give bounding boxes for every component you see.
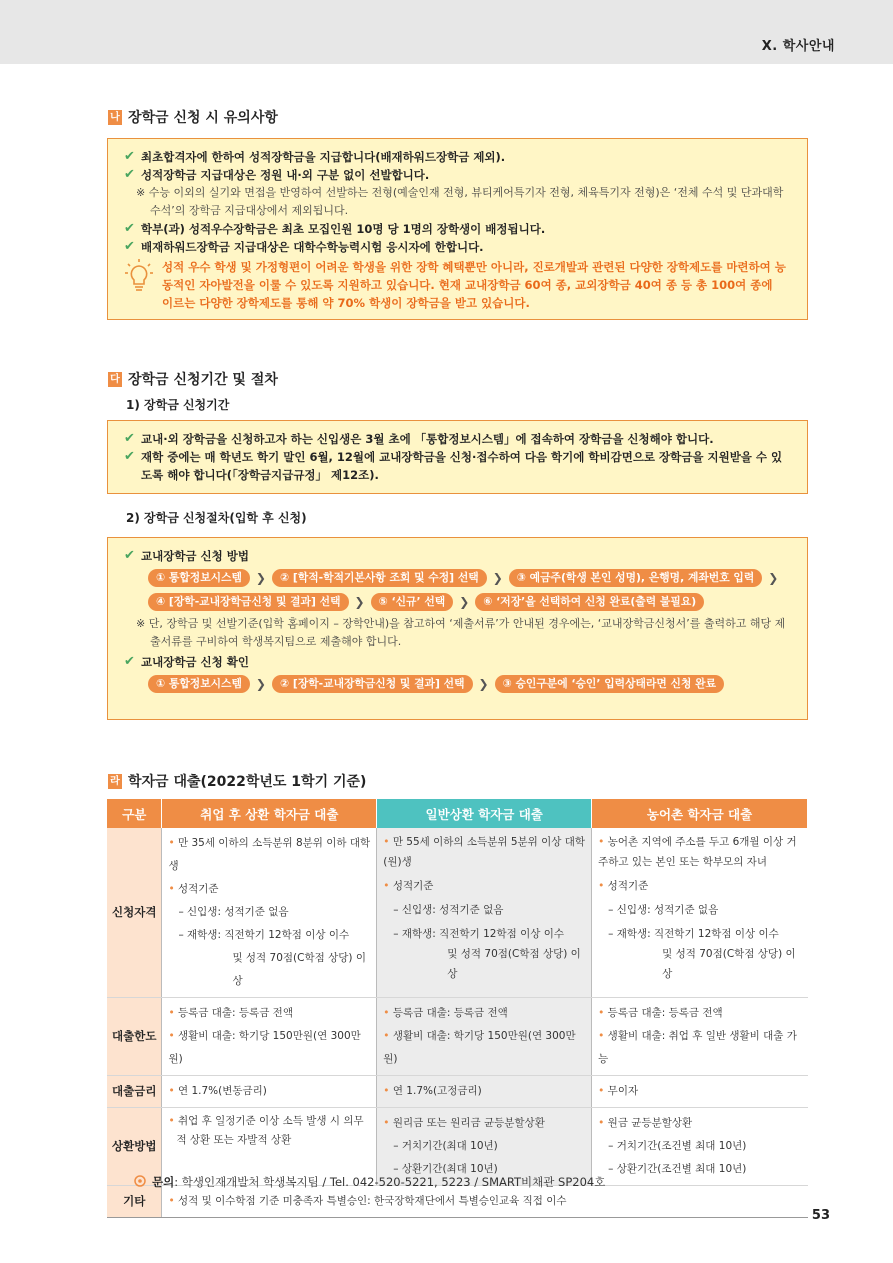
contact-footer bbox=[133, 1174, 605, 1190]
chevron-right-icon: ❯ bbox=[354, 595, 365, 609]
chevron-right-icon: ❯ bbox=[492, 571, 503, 585]
table-cell: • 등록금 대출: 등록금 전액 • 생활비 대출: 학기당 150만원(연 300만원) bbox=[377, 998, 592, 1076]
step-pill: ① 통합정보시스템 bbox=[148, 675, 250, 693]
table-cell: • 취업 후 일정기준 이상 소득 발생 시 의무적 상환 또는 자발적 상환 bbox=[162, 1108, 377, 1186]
top-bar bbox=[0, 0, 893, 64]
contact-text: : 학생인재개발처 학생복지팀 / Tel. 042-520-5221, 5223 / SMART비채관 SP204호 bbox=[174, 1175, 606, 1189]
section-tag: 라 bbox=[108, 774, 122, 789]
method-flow-row2 bbox=[124, 593, 793, 611]
table-row bbox=[107, 998, 808, 1076]
row-label: 대출금리 bbox=[107, 1076, 162, 1108]
header-cell: 농어촌 학자금 대출 bbox=[592, 799, 808, 828]
chevron-right-icon: ❯ bbox=[768, 571, 779, 585]
section-na-title bbox=[108, 107, 278, 127]
lightbulb-icon bbox=[124, 258, 154, 294]
highlight-text: 성적 우수 학생 및 가정형편이 어려운 학생을 위한 장학 혜택뿐만 아니라, 진로개발과 관련된 다양한 장학제도를 마련하여 능동적인 자아발전을 이룰 수 있도록 지원하고 있습니다. 현재 교내장학금 60여 종, 교외장학금 40여 종 등 총 100여 종에 이르는 다양한 장학제도를 통해 약 70% 학생이 장학금을 받고 있습니다. bbox=[162, 260, 786, 310]
section-tag: 다 bbox=[108, 372, 122, 387]
check-icon: ✔ bbox=[124, 431, 135, 446]
check-item: ✔ 재학 중에는 매 학년도 학기 말인 6월, 12월에 교내장학금을 신청·접수하여 다음 학기에 학비감면으로 장학금을 지원받을 수 있도록 해야 합니다(「장학금지급규정」 제12조). bbox=[124, 449, 783, 482]
check-item: ✔ 성적장학금 지급대상은 정원 내·외 구분 없이 선발합니다. bbox=[124, 167, 430, 182]
step-pill: ⑥ ‘저장’을 선택하여 신청 완료(출력 불필요) bbox=[475, 593, 704, 611]
highlight-block bbox=[124, 258, 787, 312]
section-ra-title bbox=[108, 771, 366, 791]
note-text: ※ 수능 이외의 실기와 면접을 반영하여 선발하는 전형(예술인재 전형, 뷰티케어특기자 전형, 체육특기자 전형)은 ‘전체 수석 및 단과대학 수석’의 장학금 지급대상에서 제외됩니다. bbox=[136, 186, 784, 217]
section-da-title bbox=[108, 369, 278, 389]
step-pill: ⑤ ‘신규’ 선택 bbox=[371, 593, 454, 611]
note-text: ※ 단, 장학금 및 선발기준(입학 홈페이지 – 장학안내)을 참고하여 ‘제출서류’가 안내된 경우에는, ‘교내장학금신청서’를 출력하고 해당 제출서류를 구비하여 학생복지팀으로 제출해야 합니다. bbox=[136, 617, 786, 648]
row-label: 신청자격 bbox=[107, 828, 162, 998]
section-heading: 학자금 대출(2022학년도 1학기 기준) bbox=[128, 774, 367, 790]
check-item: ✔ 배재하워드장학금 지급대상은 대학수학능력시험 응시자에 한합니다. bbox=[124, 239, 484, 254]
header-cell: 취업 후 상환 학자금 대출 bbox=[162, 799, 377, 828]
check-icon: ✔ bbox=[124, 449, 135, 464]
section-heading: 장학금 신청 시 유의사항 bbox=[128, 110, 278, 126]
section-heading: 장학금 신청기간 및 절차 bbox=[128, 372, 278, 388]
table-row bbox=[107, 1076, 808, 1108]
contact-label: 문의 bbox=[152, 1175, 175, 1189]
step-pill: ① 통합정보시스템 bbox=[148, 569, 250, 587]
table-row bbox=[107, 828, 808, 998]
chevron-right-icon: ❯ bbox=[478, 677, 489, 691]
section-tag: 나 bbox=[108, 110, 122, 125]
step-pill: ③ 승인구분에 ‘승인’ 입력상태라면 신청 완료 bbox=[495, 675, 724, 693]
procedure-box bbox=[107, 537, 808, 720]
table-header-row bbox=[107, 799, 808, 828]
check-icon: ✔ bbox=[124, 548, 135, 563]
page-number: 53 bbox=[811, 1208, 830, 1223]
chevron-right-icon: ❯ bbox=[255, 571, 266, 585]
method-flow-row1 bbox=[124, 569, 793, 587]
check-icon: ✔ bbox=[124, 221, 135, 236]
check-item: ✔ 교내장학금 신청 방법 bbox=[124, 548, 249, 563]
step-pill: ② [학적-학적기본사항 조회 및 수정] 선택 bbox=[272, 569, 487, 587]
table-cell: • 농어촌 지역에 주소를 두고 6개월 이상 거주하고 있는 본인 또는 학부모의 자녀 • 성적기준 – 신입생: 성적기준 없음 – 재학생: 직전학기 12학점 이상 이수 및 성적 70점(C학점 상당) 이상 bbox=[592, 828, 808, 998]
subsection-procedure-title: 2) 장학금 신청절차(입학 후 신청) bbox=[126, 511, 307, 525]
row-label: 대출한도 bbox=[107, 998, 162, 1076]
check-icon: ✔ bbox=[124, 239, 135, 254]
notice-box bbox=[107, 138, 808, 320]
table-cell: • 등록금 대출: 등록금 전액 • 생활비 대출: 학기당 150만원(연 300만원) bbox=[162, 998, 377, 1076]
chevron-right-icon: ❯ bbox=[459, 595, 470, 609]
check-icon: ✔ bbox=[124, 654, 135, 669]
loan-table bbox=[107, 799, 808, 1218]
row-label: 상환방법 bbox=[107, 1108, 162, 1186]
subsection-period-title: 1) 장학금 신청기간 bbox=[126, 398, 230, 412]
table-cell: • 무이자 bbox=[592, 1076, 808, 1108]
step-pill: ④ [장학-교내장학금신청 및 결과] 선택 bbox=[148, 593, 349, 611]
chevron-right-icon: ❯ bbox=[255, 677, 266, 691]
header-cell: 일반상환 학자금 대출 bbox=[377, 799, 592, 828]
location-icon bbox=[133, 1175, 147, 1189]
period-box bbox=[107, 420, 808, 494]
table-row bbox=[107, 1186, 808, 1218]
check-item: ✔ 교내·외 장학금을 신청하고자 하는 신입생은 3월 초에 「통합정보시스템」에 접속하여 장학금을 신청해야 합니다. bbox=[124, 431, 714, 446]
header-cell: 구분 bbox=[107, 799, 162, 828]
check-item: ✔ 학부(과) 성적우수장학금은 최초 모집인원 10명 당 1명의 장학생이 배정됩니다. bbox=[124, 221, 546, 236]
chapter-title: Ⅹ. 학사안내 bbox=[761, 39, 835, 54]
table-cell: • 연 1.7%(변동금리) bbox=[162, 1076, 377, 1108]
table-cell: • 연 1.7%(고정금리) bbox=[377, 1076, 592, 1108]
check-item: ✔ 교내장학금 신청 확인 bbox=[124, 654, 249, 669]
step-pill: ② [장학-교내장학금신청 및 결과] 선택 bbox=[272, 675, 473, 693]
check-item: ✔ 최초합격자에 한하여 성적장학금을 지급합니다(배재하워드장학금 제외). bbox=[124, 149, 506, 164]
confirm-flow bbox=[124, 675, 793, 693]
table-cell: • 원리금 또는 원리금 균등분할상환 – 거치기간(최대 10년) – 상환기간(최대 10년) bbox=[377, 1108, 592, 1186]
check-icon: ✔ bbox=[124, 167, 135, 182]
table-cell: • 만 55세 이하의 소득분위 5분위 이상 대학(원)생 • 성적기준 – 신입생: 성적기준 없음 – 재학생: 직전학기 12학점 이상 이수 및 성적 70점(C학점 상당) 이상 bbox=[377, 828, 592, 998]
table-cell: • 성적 및 이수학점 기준 미충족자 특별승인: 한국장학재단에서 특별승인교육 직접 이수 bbox=[162, 1186, 808, 1218]
table-cell: • 등록금 대출: 등록금 전액 • 생활비 대출: 취업 후 일반 생활비 대출 가능 bbox=[592, 998, 808, 1076]
check-icon: ✔ bbox=[124, 149, 135, 164]
table-cell: • 만 35세 이하의 소득분위 8분위 이하 대학생 • 성적기준 – 신입생: 성적기준 없음 – 재학생: 직전학기 12학점 이상 이수 및 성적 70점(C학점 상당) 이상 bbox=[162, 828, 377, 998]
step-pill: ③ 예금주(학생 본인 성명), 은행명, 계좌번호 입력 bbox=[509, 569, 763, 587]
row-label: 기타 bbox=[107, 1186, 162, 1218]
table-cell: • 원금 균등분할상환 – 거치기간(조건별 최대 10년) – 상환기간(조건별 최대 10년) bbox=[592, 1108, 808, 1186]
